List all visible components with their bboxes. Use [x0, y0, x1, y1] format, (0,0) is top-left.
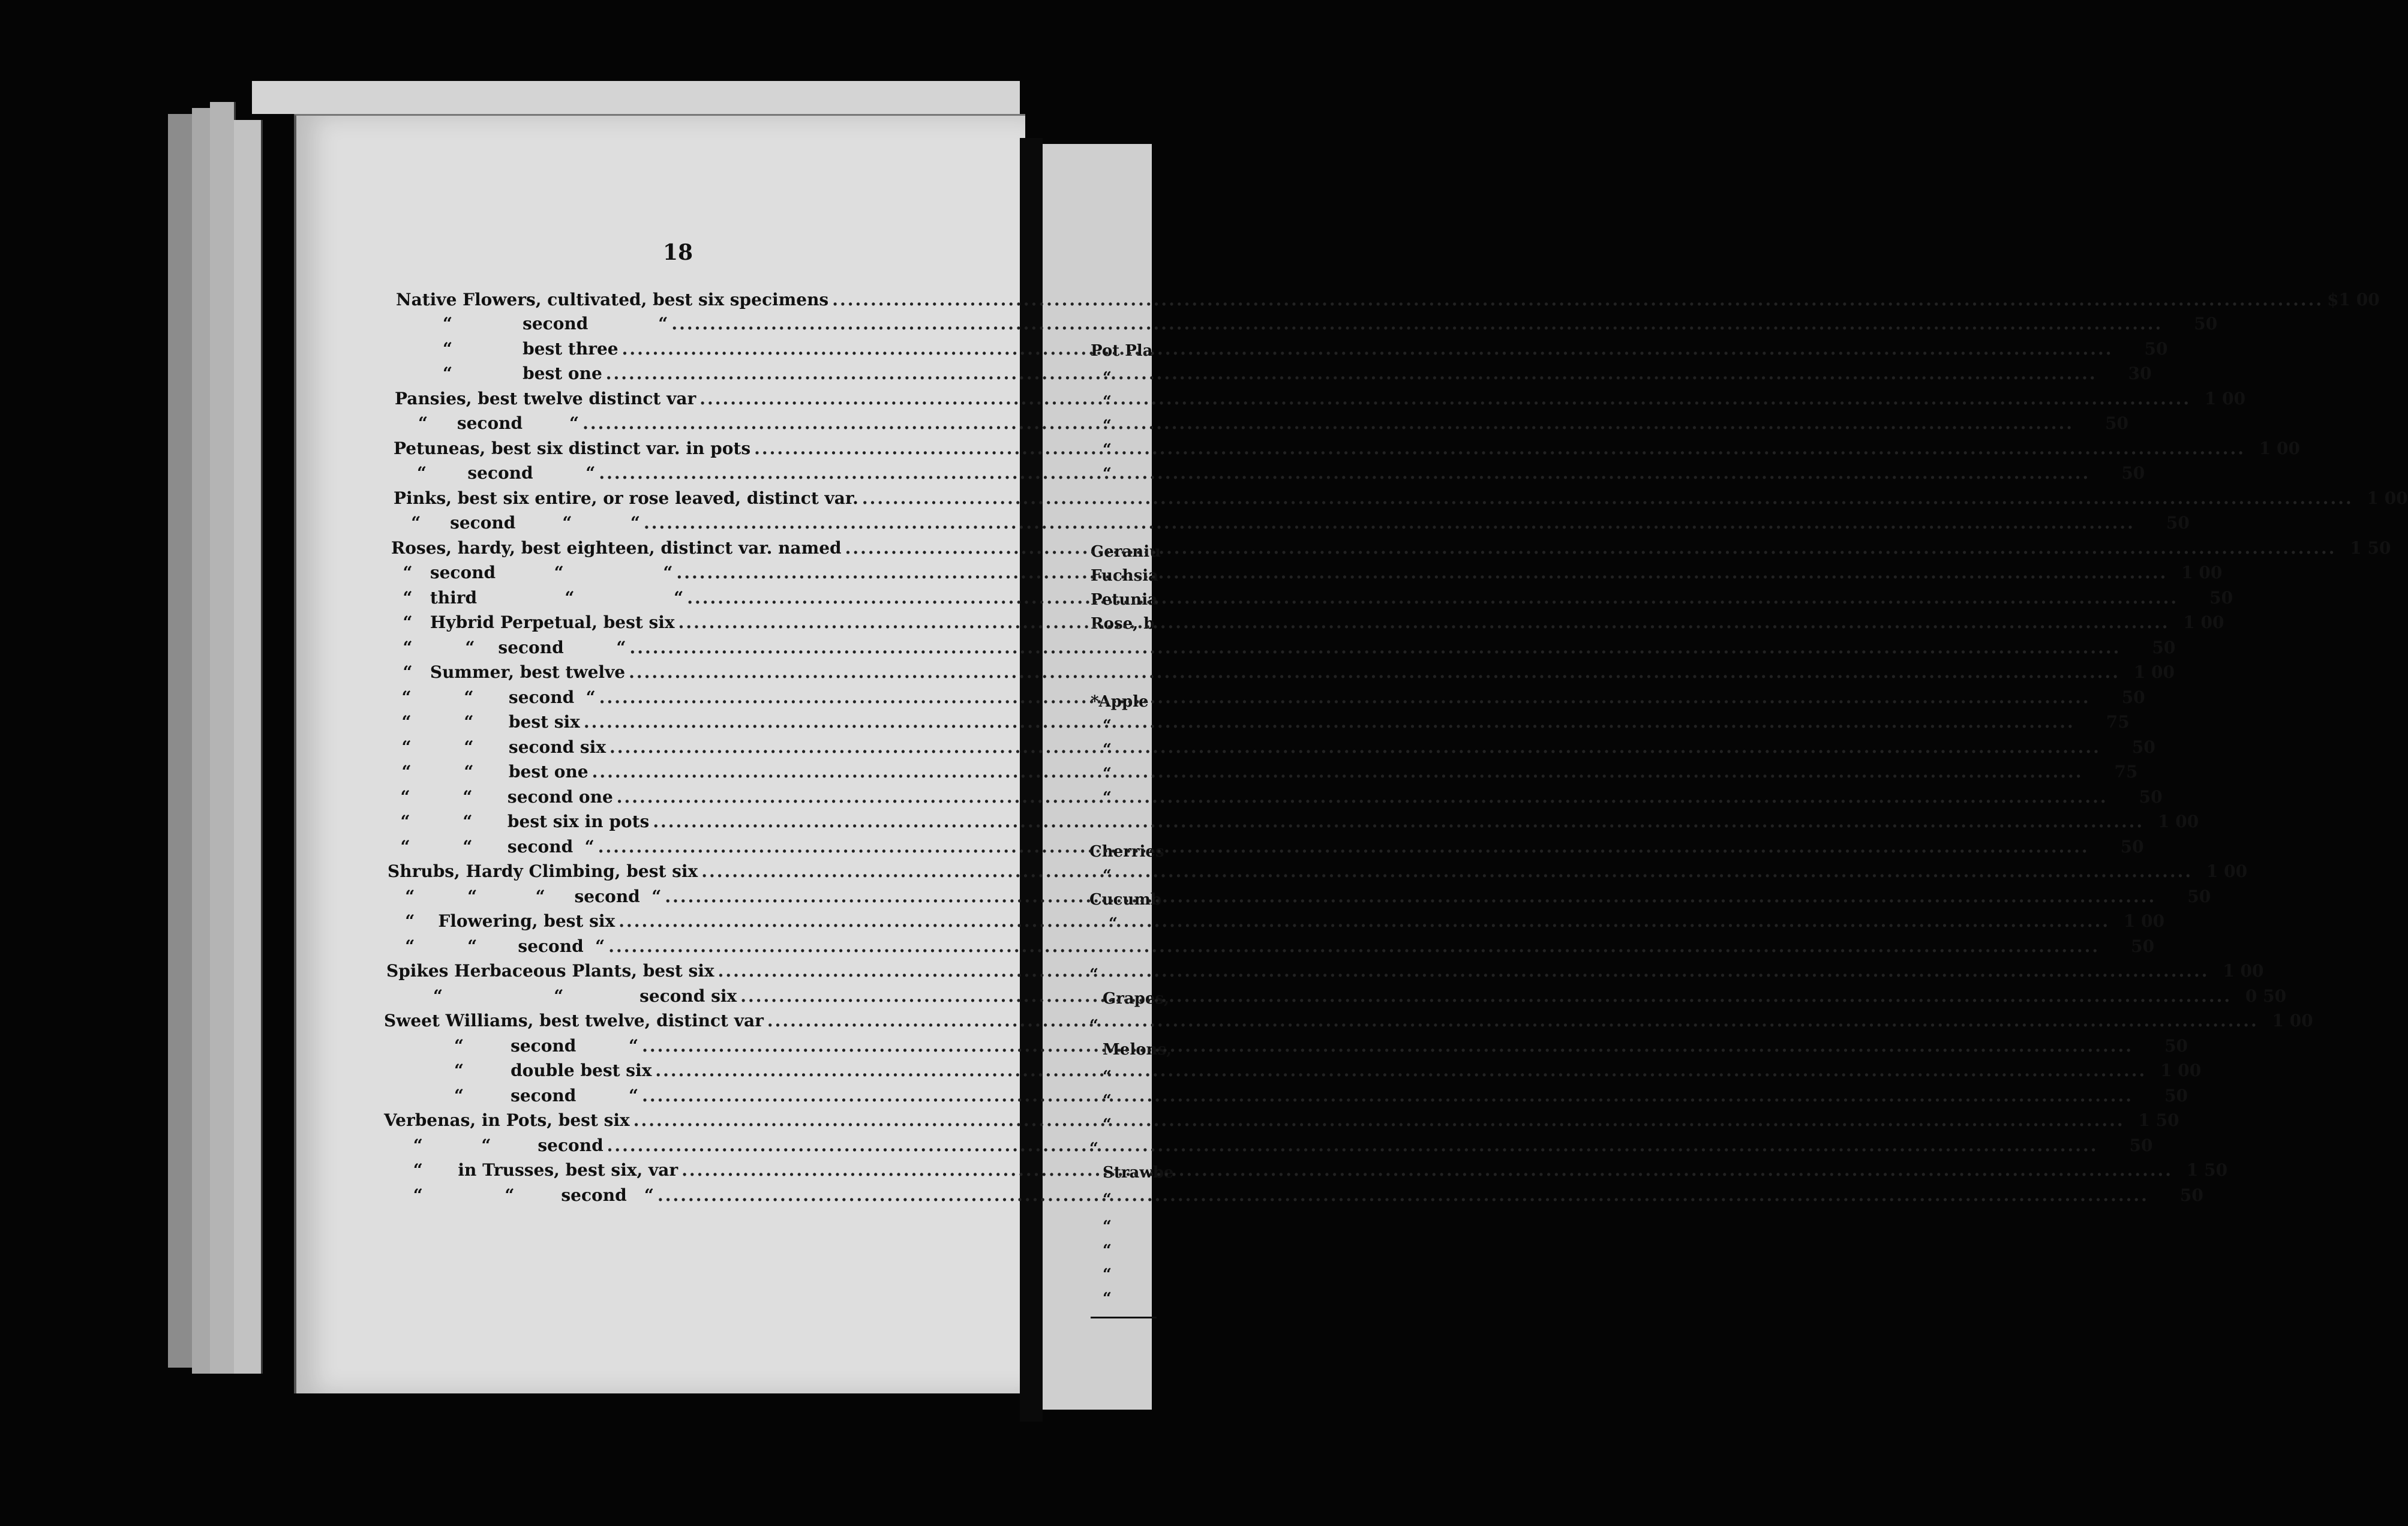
- facing-page-item: Cherries: [1089, 843, 1164, 861]
- item-price: 50: [2164, 1086, 2188, 1106]
- item-price: 1 00: [2157, 812, 2199, 831]
- facing-page-item: “: [1103, 465, 1112, 483]
- item-price: 0 50: [2245, 986, 2287, 1006]
- item-price: 30: [2128, 364, 2152, 383]
- facing-page-item: Melons,: [1103, 1041, 1172, 1059]
- dot-leader: [599, 687, 2091, 707]
- facing-page-item: “: [1103, 1068, 1112, 1086]
- item-price: 1 00: [2160, 1061, 2202, 1080]
- item-price: 75: [2114, 762, 2138, 782]
- dot-leader: [754, 438, 2245, 458]
- list-item: [388, 936, 2155, 960]
- dot-leader: [657, 1185, 2149, 1205]
- page-stack-edge: [192, 108, 212, 1374]
- item-price: 1 50: [2350, 538, 2391, 558]
- dot-leader: [629, 662, 2120, 682]
- list-item: [390, 762, 2138, 786]
- dot-leader: [767, 1011, 2259, 1031]
- item-price: 75: [2106, 712, 2130, 732]
- list-item: [390, 712, 2130, 736]
- facing-page-item: “: [1103, 765, 1112, 783]
- dot-leader: [687, 588, 2178, 608]
- item-price: 1 50: [2186, 1160, 2228, 1180]
- facing-page-item: “: [1103, 1242, 1112, 1260]
- facing-page-item: Grapes,: [1103, 990, 1170, 1008]
- dot-leader: [832, 290, 2323, 310]
- item-price: 50: [2131, 936, 2155, 956]
- facing-page-item: Fuchsia: [1091, 567, 1159, 585]
- item-price: $1 00: [2327, 290, 2380, 310]
- facing-page-item: Petunia: [1091, 591, 1158, 609]
- item-label: “ “ best six: [390, 712, 580, 732]
- item-price: 50: [2164, 1036, 2188, 1056]
- facing-page-rule: [1091, 1317, 1157, 1318]
- item-label: “ second “: [384, 1036, 639, 1056]
- list-item: [396, 290, 2380, 314]
- dot-leader: [617, 787, 2108, 807]
- list-item: [389, 787, 2163, 811]
- item-price: 1 00: [2204, 389, 2246, 408]
- list-item: [384, 1086, 2188, 1110]
- facing-page-item: “: [1103, 1116, 1112, 1134]
- item-label: “ “ second “: [384, 1185, 654, 1205]
- item-price: 1 00: [2272, 1011, 2313, 1031]
- facing-page-item: “: [1103, 789, 1112, 807]
- item-price: 50: [2121, 687, 2145, 707]
- dot-leader: [718, 961, 2209, 981]
- list-item: [390, 737, 2155, 761]
- dot-leader: [845, 538, 2337, 558]
- item-price: 1 00: [2206, 861, 2248, 881]
- dot-leader: [740, 986, 2232, 1006]
- list-item: [395, 389, 2246, 413]
- facing-page-item: “: [1103, 1191, 1112, 1209]
- item-price: 1 00: [2181, 563, 2223, 582]
- item-label: “ “ “ second “: [388, 887, 662, 906]
- item-label: Shrubs, Hardy Climbing, best six: [388, 861, 698, 881]
- item-label: “ second “: [394, 463, 596, 483]
- facing-page-item: “: [1103, 1266, 1112, 1284]
- facing-page-item: “: [1103, 1218, 1112, 1236]
- item-label: “ second “: [396, 314, 668, 334]
- dot-leader: [642, 1036, 2133, 1056]
- item-label: Pansies, best twelve distinct var: [395, 389, 696, 408]
- item-price: 50: [2120, 837, 2144, 857]
- facing-page-item: Geraniu: [1091, 543, 1161, 561]
- item-label: Spikes Herbaceous Plants, best six: [386, 961, 714, 981]
- facing-page-item: “: [1089, 1017, 1098, 1035]
- list-item: [394, 513, 2190, 537]
- dot-leader: [592, 762, 2083, 782]
- item-label: Pinks, best six entire, or rose leaved, distinct var.: [394, 488, 858, 508]
- item-label: “ “ second: [384, 1136, 603, 1155]
- item-price: 50: [2105, 413, 2129, 433]
- list-item: [386, 961, 2264, 985]
- item-price: 50: [2121, 463, 2145, 483]
- dot-leader: [598, 837, 2089, 857]
- item-label: “ third “ “: [391, 588, 684, 608]
- item-price: 50: [2187, 887, 2211, 906]
- dot-leader: [642, 1086, 2133, 1106]
- facing-page-item: “: [1103, 1092, 1112, 1110]
- dot-leader: [633, 1110, 2125, 1130]
- item-label: “ double best six: [384, 1061, 652, 1080]
- item-price: 50: [2166, 513, 2190, 533]
- list-item: [396, 314, 2218, 338]
- facing-page-item: “: [1103, 393, 1112, 411]
- facing-page-item: Rose, b: [1091, 615, 1155, 633]
- facing-page-item: Strawbe: [1103, 1164, 1174, 1182]
- item-price: 1 00: [2133, 662, 2175, 682]
- page-top-strip: [252, 81, 1020, 114]
- item-price: 1 00: [2367, 488, 2408, 508]
- dot-leader: [681, 1160, 2173, 1180]
- item-label: “ best three: [396, 339, 618, 359]
- list-item: [396, 364, 2152, 387]
- dot-leader: [618, 911, 2110, 931]
- list-item: [384, 1110, 2179, 1134]
- item-label: “ “ second “: [391, 638, 626, 657]
- dot-leader: [644, 513, 2135, 533]
- list-item: [391, 638, 2176, 662]
- item-label: “ Hybrid Perpetual, best six: [391, 612, 675, 632]
- dot-leader: [655, 1061, 2146, 1080]
- dot-leader: [599, 463, 2090, 483]
- item-price: 50: [2129, 1136, 2153, 1155]
- item-label: “ “ second six: [390, 737, 606, 757]
- item-price: 1 00: [2223, 961, 2264, 981]
- item-label: “ second “: [395, 413, 580, 433]
- item-label: “ second “ “: [394, 513, 641, 533]
- item-price: 1 00: [2259, 438, 2300, 458]
- item-label: Verbenas, in Pots, best six: [384, 1110, 630, 1130]
- item-price: 50: [2144, 339, 2168, 359]
- dot-leader: [606, 364, 2097, 383]
- list-item: [384, 1185, 2203, 1209]
- facing-page-item: “: [1103, 417, 1112, 435]
- list-item: [394, 463, 2145, 487]
- item-label: “ “ second “: [389, 837, 595, 857]
- facing-page-item: Pot Pla: [1091, 342, 1153, 360]
- item-label: Sweet Williams, best twelve, distinct var: [384, 1011, 764, 1031]
- dot-leader: [701, 861, 2193, 881]
- dot-leader: [678, 612, 2170, 632]
- item-price: 50: [2131, 737, 2155, 757]
- item-price: 1 00: [2183, 612, 2224, 632]
- facing-page-item: “: [1103, 717, 1112, 735]
- item-price: 50: [2179, 1185, 2203, 1205]
- list-item: [388, 861, 2248, 885]
- dot-leader: [607, 1136, 2098, 1155]
- dot-leader: [630, 638, 2121, 657]
- facing-page-item: “: [1109, 915, 1118, 933]
- page-number: 18: [662, 240, 693, 265]
- item-price: 50: [2152, 638, 2176, 657]
- item-label: “ “ second one: [389, 787, 613, 807]
- item-label: “ second “ “: [391, 563, 673, 582]
- page-stack-edge: [234, 120, 263, 1374]
- item-label: Petuneas, best six distinct var. in pots: [394, 438, 751, 458]
- facing-page-item: Cucumb: [1089, 891, 1162, 909]
- item-label: “ “ best six in pots: [389, 812, 650, 831]
- facing-page-item: “: [1089, 1140, 1098, 1158]
- facing-page-item: “: [1103, 741, 1112, 759]
- dot-leader: [699, 389, 2191, 408]
- item-label: “ in Trusses, best six, var: [384, 1160, 678, 1180]
- item-label: “ “ second “: [388, 936, 605, 956]
- item-price: 50: [2139, 787, 2163, 807]
- facing-page-item: “: [1103, 441, 1112, 459]
- dot-leader: [671, 314, 2163, 334]
- item-label: Native Flowers, cultivated, best six specimens: [396, 290, 829, 310]
- dot-leader: [653, 812, 2144, 831]
- page-stack-edge: [210, 102, 236, 1374]
- facing-page-item: “: [1103, 867, 1112, 885]
- list-item: [388, 911, 2165, 935]
- item-price: 1 50: [2138, 1110, 2179, 1130]
- list-item: [395, 413, 2129, 437]
- facing-page-item: “: [1103, 369, 1112, 387]
- dot-leader: [622, 339, 2113, 359]
- dot-leader: [862, 488, 2353, 508]
- dot-leader: [608, 936, 2100, 956]
- list-item: [384, 1011, 2313, 1035]
- list-item: [384, 1136, 2153, 1159]
- item-label: “ Summer, best twelve: [391, 662, 626, 682]
- dot-leader: [583, 413, 2074, 433]
- item-price: 50: [2209, 588, 2233, 608]
- item-label: “ second “: [384, 1086, 639, 1106]
- list-item: [391, 662, 2175, 686]
- facing-page-item: “: [1103, 1290, 1112, 1308]
- list-item: [394, 488, 2408, 512]
- item-label: “ “ second six: [386, 986, 737, 1006]
- item-label: “ “ second “: [390, 687, 596, 707]
- facing-page-item: *Apple: [1091, 693, 1149, 711]
- dot-leader: [665, 887, 2156, 906]
- page-stack-edge: [168, 114, 194, 1368]
- item-price: 50: [2194, 314, 2218, 334]
- item-price: 1 00: [2123, 911, 2165, 931]
- dot-leader: [677, 563, 2168, 582]
- list-item: [389, 812, 2199, 836]
- list-item: [394, 438, 2300, 462]
- facing-page-item: “: [1089, 966, 1098, 984]
- item-label: Roses, hardy, best eighteen, distinct var. named: [391, 538, 842, 558]
- dot-leader: [609, 737, 2101, 757]
- item-label: “ best one: [396, 364, 602, 383]
- item-label: “ “ best one: [390, 762, 589, 782]
- item-label: “ Flowering, best six: [388, 911, 615, 931]
- list-item: [384, 1061, 2202, 1085]
- dot-leader: [584, 712, 2075, 732]
